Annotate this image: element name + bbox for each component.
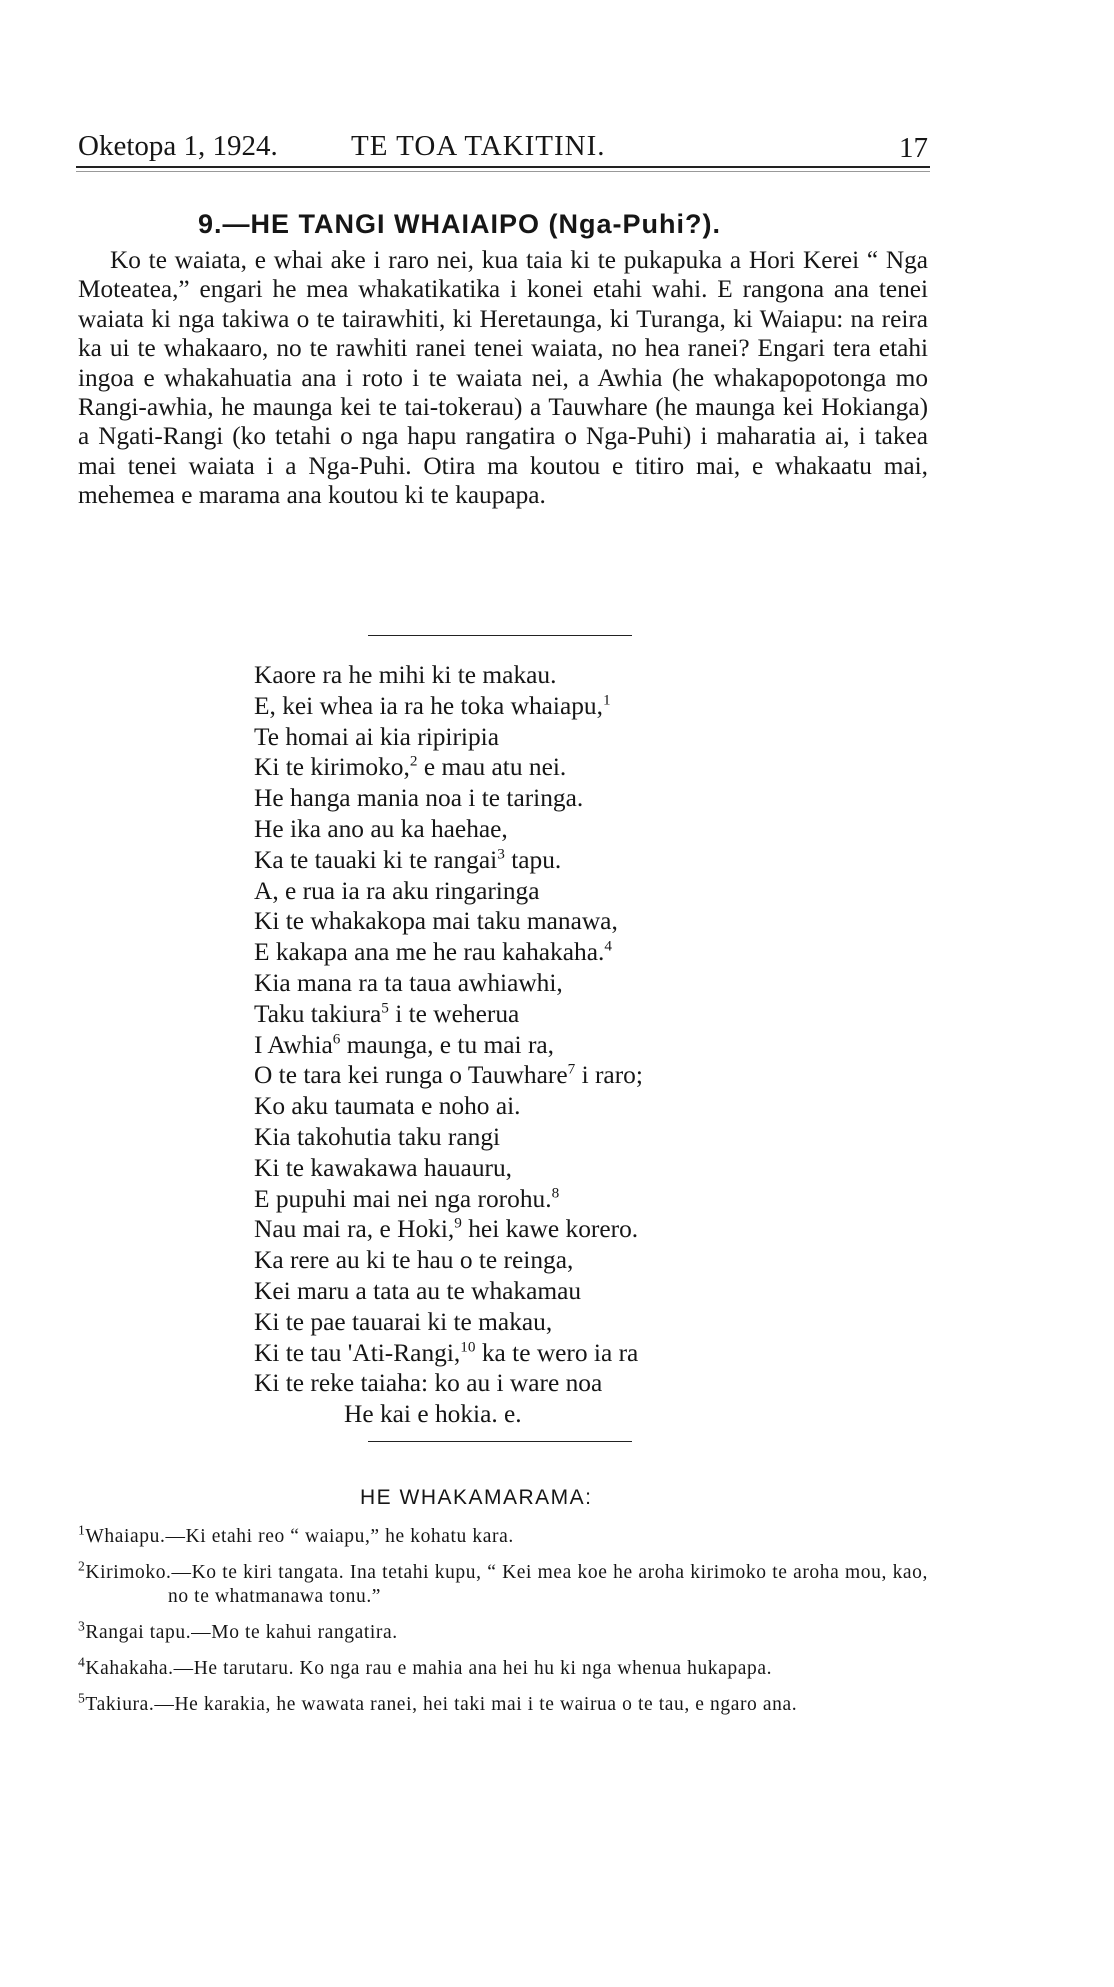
poem-line: Ki te reke taiaha: ko au i ware noa (254, 1369, 603, 1398)
poem-line: E kakapa ana me he rau kahakaha.$^4$ (254, 937, 612, 967)
intro-text: Ko te waiata, e whai ake i raro nei, kua taia ki te pukapuka a Hori Kerei “ Nga Moteatea,” engari he mea whakatikatika i konei etahi wahi. E rangona ana tenei waiata ki nga takiwa o te tairawhiti, ki Heretaunga, ki Turanga, ki Waiapu: na reira ka ui te whakaaro, no te rawhiti ranei tenei waiata, no hea ranei? Engari tera etahi ingoa e whakahuatia ana i roto i te waiata nei, a Awhia (he whakapopotonga mo Rangi-awhia, he maunga kei te tai-tokerau) a Tauwhare (he maunga kei Hokianga) a Ngati-Rangi (ko tetahi o nga hapu rangatira o Nga-Puhi) i maharatia ai, i takea mai tenei waiata i a Nga-Puhi. Otira ma koutou e titiro mai, e whakaatu mai, mehemea e marama ana koutou ki te kaupapa. (78, 246, 928, 510)
poem-line: Taku takiura$^5$ i te weherua (254, 999, 520, 1028)
footnote: $^4$Kahakaha.—He tarutaru. Ko nga rau e mahia ana hei hu ki nga whenua hukapapa. (78, 1654, 773, 1679)
poem-line: Kia takohutia taku rangi (254, 1122, 501, 1151)
poem-line: Ka rere au ki te hau o te reinga, (254, 1246, 574, 1275)
poem-line: Ki te tau 'Ati-Rangi,$^{10}$ ka te wero ia ra (254, 1338, 639, 1367)
poem-line: E pupuhi mai nei nga rorohu.$^8$ (254, 1184, 560, 1213)
poem-line: I Awhia$^6$ maunga, e tu mai ra, (254, 1030, 555, 1059)
footnote-marker: 7 (567, 1060, 576, 1078)
footnote: $^1$Whaiapu.—Ki etahi reo “ waiapu,” he kohatu kara. (78, 1522, 514, 1547)
poem-line: A, e rua ia ra aku ringaringa (254, 876, 540, 905)
poem-line: He kai e hokia. e. (344, 1400, 522, 1429)
issue-date: Oketopa 1, 1924. (78, 130, 278, 162)
intro-paragraph (78, 246, 928, 511)
poem-line: Ka te tauaki ki te rangai$^3$ tapu. (254, 845, 562, 874)
footnote: $^3$Rangai tapu.—Mo te kahui rangatira. (78, 1618, 398, 1643)
header-rule-thin (76, 171, 930, 172)
footnote-number: 2 (78, 1558, 86, 1574)
footnote-marker: 1 (602, 691, 611, 709)
footnote: $^5$Takiura.—He karakia, he wawata ranei, hei taki mai i te wairua o te tau, e ngaro ana. (78, 1690, 798, 1715)
poem-line: Ko aku taumata e noho ai. (254, 1092, 521, 1121)
footnote-marker: 4 (604, 937, 612, 955)
footnote: $^2$Kirimoko.—Ko te kiri tangata. Ina tetahi kupu, “ Kei mea koe he aroha kirimoko te aroha mou, kao, no te whatmanawa tonu.” (78, 1558, 928, 1607)
footnote-number: 1 (78, 1522, 86, 1538)
footnote-marker: 9 (454, 1214, 462, 1232)
notes-heading: HE WHAKAMARAMA: (360, 1486, 593, 1509)
footnotes (78, 1522, 928, 1729)
poem-line: Kia mana ra ta taua awhiawhi, (254, 968, 563, 997)
poem-line: Te homai ai kia ripiripia (254, 722, 499, 751)
poem (254, 660, 854, 1430)
poem-line: Ki te kirimoko,$^2$ e mau atu nei. (254, 752, 567, 782)
footnote-marker: 3 (497, 845, 505, 863)
footnote-marker: 8 (551, 1184, 560, 1202)
poem-line: E, kei whea ia ra he toka whaiapu,$^1$ (254, 691, 611, 720)
poem-line: Kaore ra he mihi ki te makau. (254, 661, 557, 689)
footnote-number: 5 (78, 1690, 86, 1706)
section-divider (368, 635, 632, 636)
poem-line: Ki te kawakawa hauauru, (254, 1153, 513, 1182)
publication-title: TE TOA TAKITINI. (351, 130, 606, 162)
page-number: 17 (899, 132, 928, 164)
header-rule (76, 166, 930, 168)
section-divider (368, 1441, 632, 1442)
footnote-marker: 6 (332, 1030, 341, 1048)
footnote-number: 3 (78, 1618, 86, 1634)
poem-line: Nau mai ra, e Hoki,$^9$ hei kawe korero. (254, 1214, 639, 1244)
footnote-marker: 10 (460, 1338, 476, 1356)
footnote-number: 4 (78, 1654, 86, 1670)
footnote-marker: 2 (409, 752, 418, 770)
poem-line: Ki te pae tauarai ki te makau, (254, 1307, 553, 1336)
poem-line: Kei maru a tata au te whakamau (254, 1276, 582, 1305)
poem-line: He hanga mania noa i te taringa. (254, 784, 584, 813)
footnote-marker: 5 (381, 999, 389, 1017)
running-header (78, 124, 928, 166)
poem-line: Ki te whakakopa mai taku manawa, (254, 907, 618, 936)
poem-line: O te tara kei runga o Tauwhare$^7$ i raro; (254, 1060, 643, 1090)
song-heading: 9.—HE TANGI WHAIAIPO (Nga-Puhi?). (198, 209, 721, 239)
poem-line: He ika ano au ka haehae, (254, 814, 508, 843)
